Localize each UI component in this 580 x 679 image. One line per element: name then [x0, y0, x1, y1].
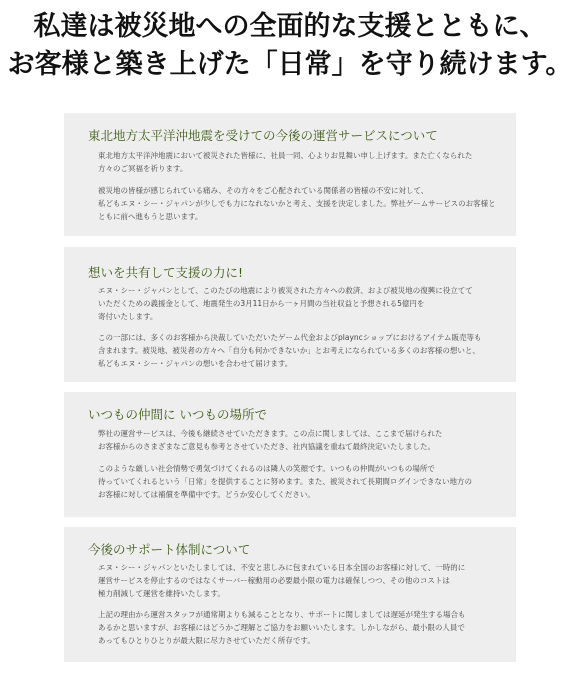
section-paragraph	[98, 149, 508, 175]
paragraph-line: 極力削減して運営を維持いたします。	[98, 589, 225, 598]
section-paragraph	[98, 284, 508, 323]
paragraph-line: エヌ・シー・ジャパンといたしましては、不安と悲しみに包まれている日本全国のお客様に対して、一時的に	[98, 563, 466, 572]
section-donation	[64, 247, 516, 382]
section-title: 想いを共有して支援の力に!	[88, 265, 244, 280]
paragraph-line: 方々のご冥福を祈ります。	[98, 164, 188, 173]
section-paragraph	[98, 184, 508, 223]
paragraph-line: お客様からのさまざまなご意見も参考とさせていただき、社内協議を重ねて最終決定いたしました。	[98, 442, 436, 451]
section-paragraph	[98, 427, 508, 453]
section-paragraph	[98, 331, 508, 370]
paragraph-line: 含まれます。被災地、被災者の方々へ「自分も何かできないか」とお考えになられている多くのお客様の想いと、	[98, 346, 480, 355]
section-paragraph	[98, 462, 508, 501]
paragraph-line: 待っていてくれるという「日常」を提供することに努めます。また、被災されて長期間ログインできない地方の	[98, 477, 473, 486]
section-support	[64, 527, 516, 662]
section-service-policy	[64, 113, 516, 236]
section-title: 東北地方太平洋沖地震を受けての今後の運営サービスについて	[88, 128, 438, 143]
paragraph-line: 私どもエヌ・シー・ジャパンが少しでも力になれないかと考え、支援を決定しました。弊社ゲームサービスのお客様と	[98, 199, 496, 208]
paragraph-line: この一部には、多くのお客様から決裁していただいたゲーム代金およびplayncショップにおけるアイテム販売等も	[98, 333, 482, 342]
headline-line-1: 私達は被災地への全面的な支援とともに、	[33, 11, 547, 42]
paragraph-line: 運営サービスを停止するのではなくサーバー稼動用の必要最小限の電力は確保しつつ、その他のコストは	[98, 576, 450, 585]
paragraph-line: 被災地の皆様が感じられている痛み、その方々をご心配されている関係者の皆様の不安に対して、	[98, 186, 429, 195]
headline	[0, 8, 580, 84]
paragraph-line: 上記の理由から運営スタッフが通常期よりも減ることとなり、サポートに関しましては遅延が発生する場合も	[98, 610, 466, 619]
paragraph-line: 東北地方太平洋沖地震において被災された皆様に、社員一同、心よりお見舞い申し上げます。また亡くなられた	[98, 151, 473, 160]
section-title: 今後のサポート体制について	[88, 542, 251, 557]
paragraph-line: あってもひとりひとりが最大限に尽力させていただく所存です。	[98, 636, 315, 645]
paragraph-line: エヌ・シー・ジャパンとして、このたびの地震により被災された方々への救済、および被災地の復興に役立てて	[98, 286, 473, 295]
section-paragraph	[98, 608, 508, 647]
paragraph-line: いただくための義援金として、地震発生の3月11日から一ヶ月間の当社収益と予想される5億円を	[98, 299, 425, 308]
paragraph-line: 弊社の運営サービスは、今後も継続させていただきます。この点に関しましては、ここまで届けられた	[98, 429, 443, 438]
paragraph-line: あるかと思いますが、お客様にはどうかご理解とご協力をお願いいたします。しかしながら、最小限の人員で	[98, 623, 465, 632]
paragraph-line: 寄付いたします。	[98, 312, 158, 321]
section-continuity	[64, 392, 516, 517]
headline-line-2: お客様と築き上げた「日常」を守り続けます。	[7, 49, 573, 80]
paragraph-line: お客様に対しては補償を準備中です。どうか安心してください。	[98, 490, 315, 499]
paragraph-line: 私どもエヌ・シー・ジャパンの想いを合わせて届けます。	[98, 359, 293, 368]
paragraph-line: ともに前へ進もうと思います。	[98, 212, 203, 221]
section-paragraph	[98, 561, 508, 600]
paragraph-line: このような厳しい社会情勢で勇気づけてくれるのは隣人の笑顔です。いつもの仲間がいつもの場所で	[98, 464, 435, 473]
section-title: いつもの仲間に いつもの場所で	[88, 407, 267, 422]
